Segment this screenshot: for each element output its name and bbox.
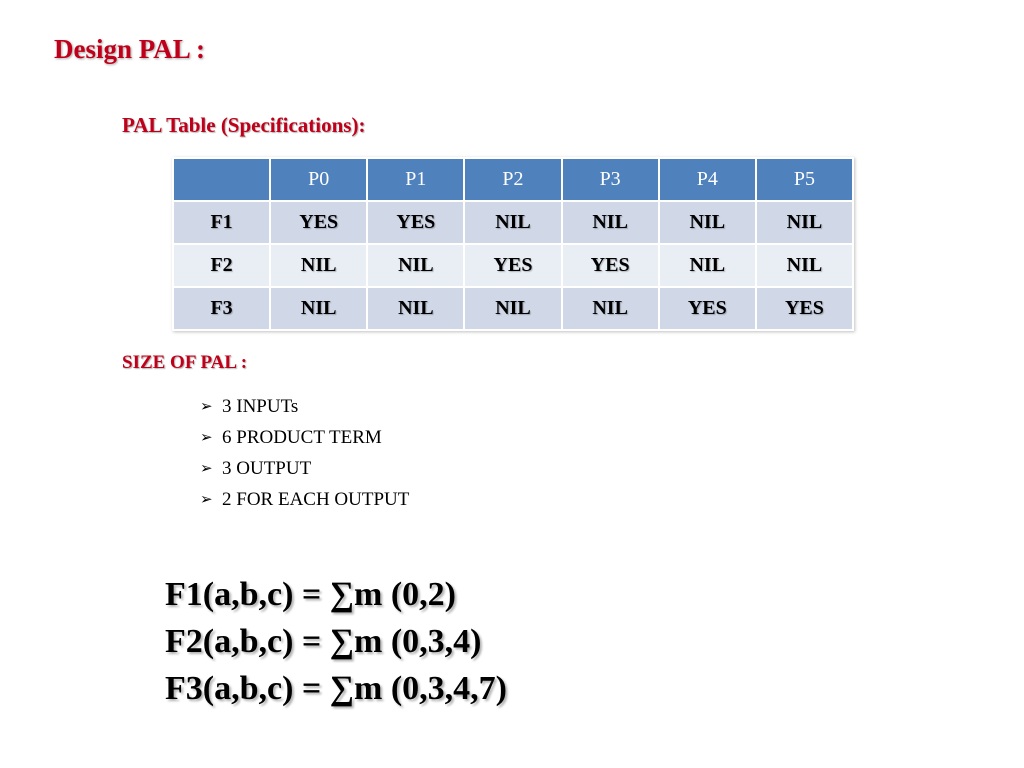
slide-title: Design PAL : <box>54 34 206 64</box>
list-item <box>200 456 409 487</box>
table-cell: NIL <box>367 287 464 330</box>
equation-f2: F2(a,b,c) = ∑m (0,3,4) <box>165 623 482 660</box>
column-header-p3: P3 <box>562 158 659 201</box>
column-header-p5: P5 <box>756 158 853 201</box>
table-cell: NIL <box>270 244 367 287</box>
table-cell: NIL <box>367 244 464 287</box>
table-corner-cell <box>173 158 270 201</box>
table-cell: YES <box>659 287 756 330</box>
table-cell: YES <box>756 287 853 330</box>
table-cell: YES <box>562 244 659 287</box>
table-row-f3 <box>173 287 853 330</box>
arrow-bullet-icon: ➢ <box>200 492 213 508</box>
arrow-bullet-icon: ➢ <box>200 399 213 415</box>
list-item-text: 6 PRODUCT TERM <box>222 427 382 448</box>
list-item <box>200 394 409 425</box>
table-cell: NIL <box>659 244 756 287</box>
table-cell: NIL <box>659 201 756 244</box>
list-item-text: 2 FOR EACH OUTPUT <box>222 489 410 510</box>
function-equations <box>165 574 507 715</box>
list-item-text: 3 OUTPUT <box>222 458 312 479</box>
table-cell: YES <box>367 201 464 244</box>
list-item <box>200 487 409 518</box>
table-header-row <box>173 158 853 201</box>
list-item-text: 3 INPUTs <box>222 396 299 417</box>
list-item <box>200 425 409 456</box>
table-cell: NIL <box>464 201 561 244</box>
table-cell: NIL <box>756 244 853 287</box>
equation-f1: F1(a,b,c) = ∑m (0,2) <box>165 576 456 613</box>
column-header-p4: P4 <box>659 158 756 201</box>
table-row-f1 <box>173 201 853 244</box>
table-cell: NIL <box>270 287 367 330</box>
table-cell: NIL <box>464 287 561 330</box>
size-list <box>200 394 409 518</box>
column-header-p1: P1 <box>367 158 464 201</box>
size-of-pal-heading: SIZE OF PAL : <box>122 352 248 373</box>
table-cell: NIL <box>562 287 659 330</box>
table-cell: YES <box>464 244 561 287</box>
pal-specification-table <box>172 157 854 331</box>
arrow-bullet-icon: ➢ <box>200 461 213 477</box>
table-cell: NIL <box>562 201 659 244</box>
table-cell: NIL <box>756 201 853 244</box>
column-header-p2: P2 <box>464 158 561 201</box>
row-header-f3: F3 <box>173 287 270 330</box>
equation-f3: F3(a,b,c) = ∑m (0,3,4,7) <box>165 670 507 707</box>
row-header-f2: F2 <box>173 244 270 287</box>
table-row-f2 <box>173 244 853 287</box>
row-header-f1: F1 <box>173 201 270 244</box>
arrow-bullet-icon: ➢ <box>200 430 213 446</box>
pal-table-heading: PAL Table (Specifications): <box>122 113 366 137</box>
column-header-p0: P0 <box>270 158 367 201</box>
table-cell: YES <box>270 201 367 244</box>
